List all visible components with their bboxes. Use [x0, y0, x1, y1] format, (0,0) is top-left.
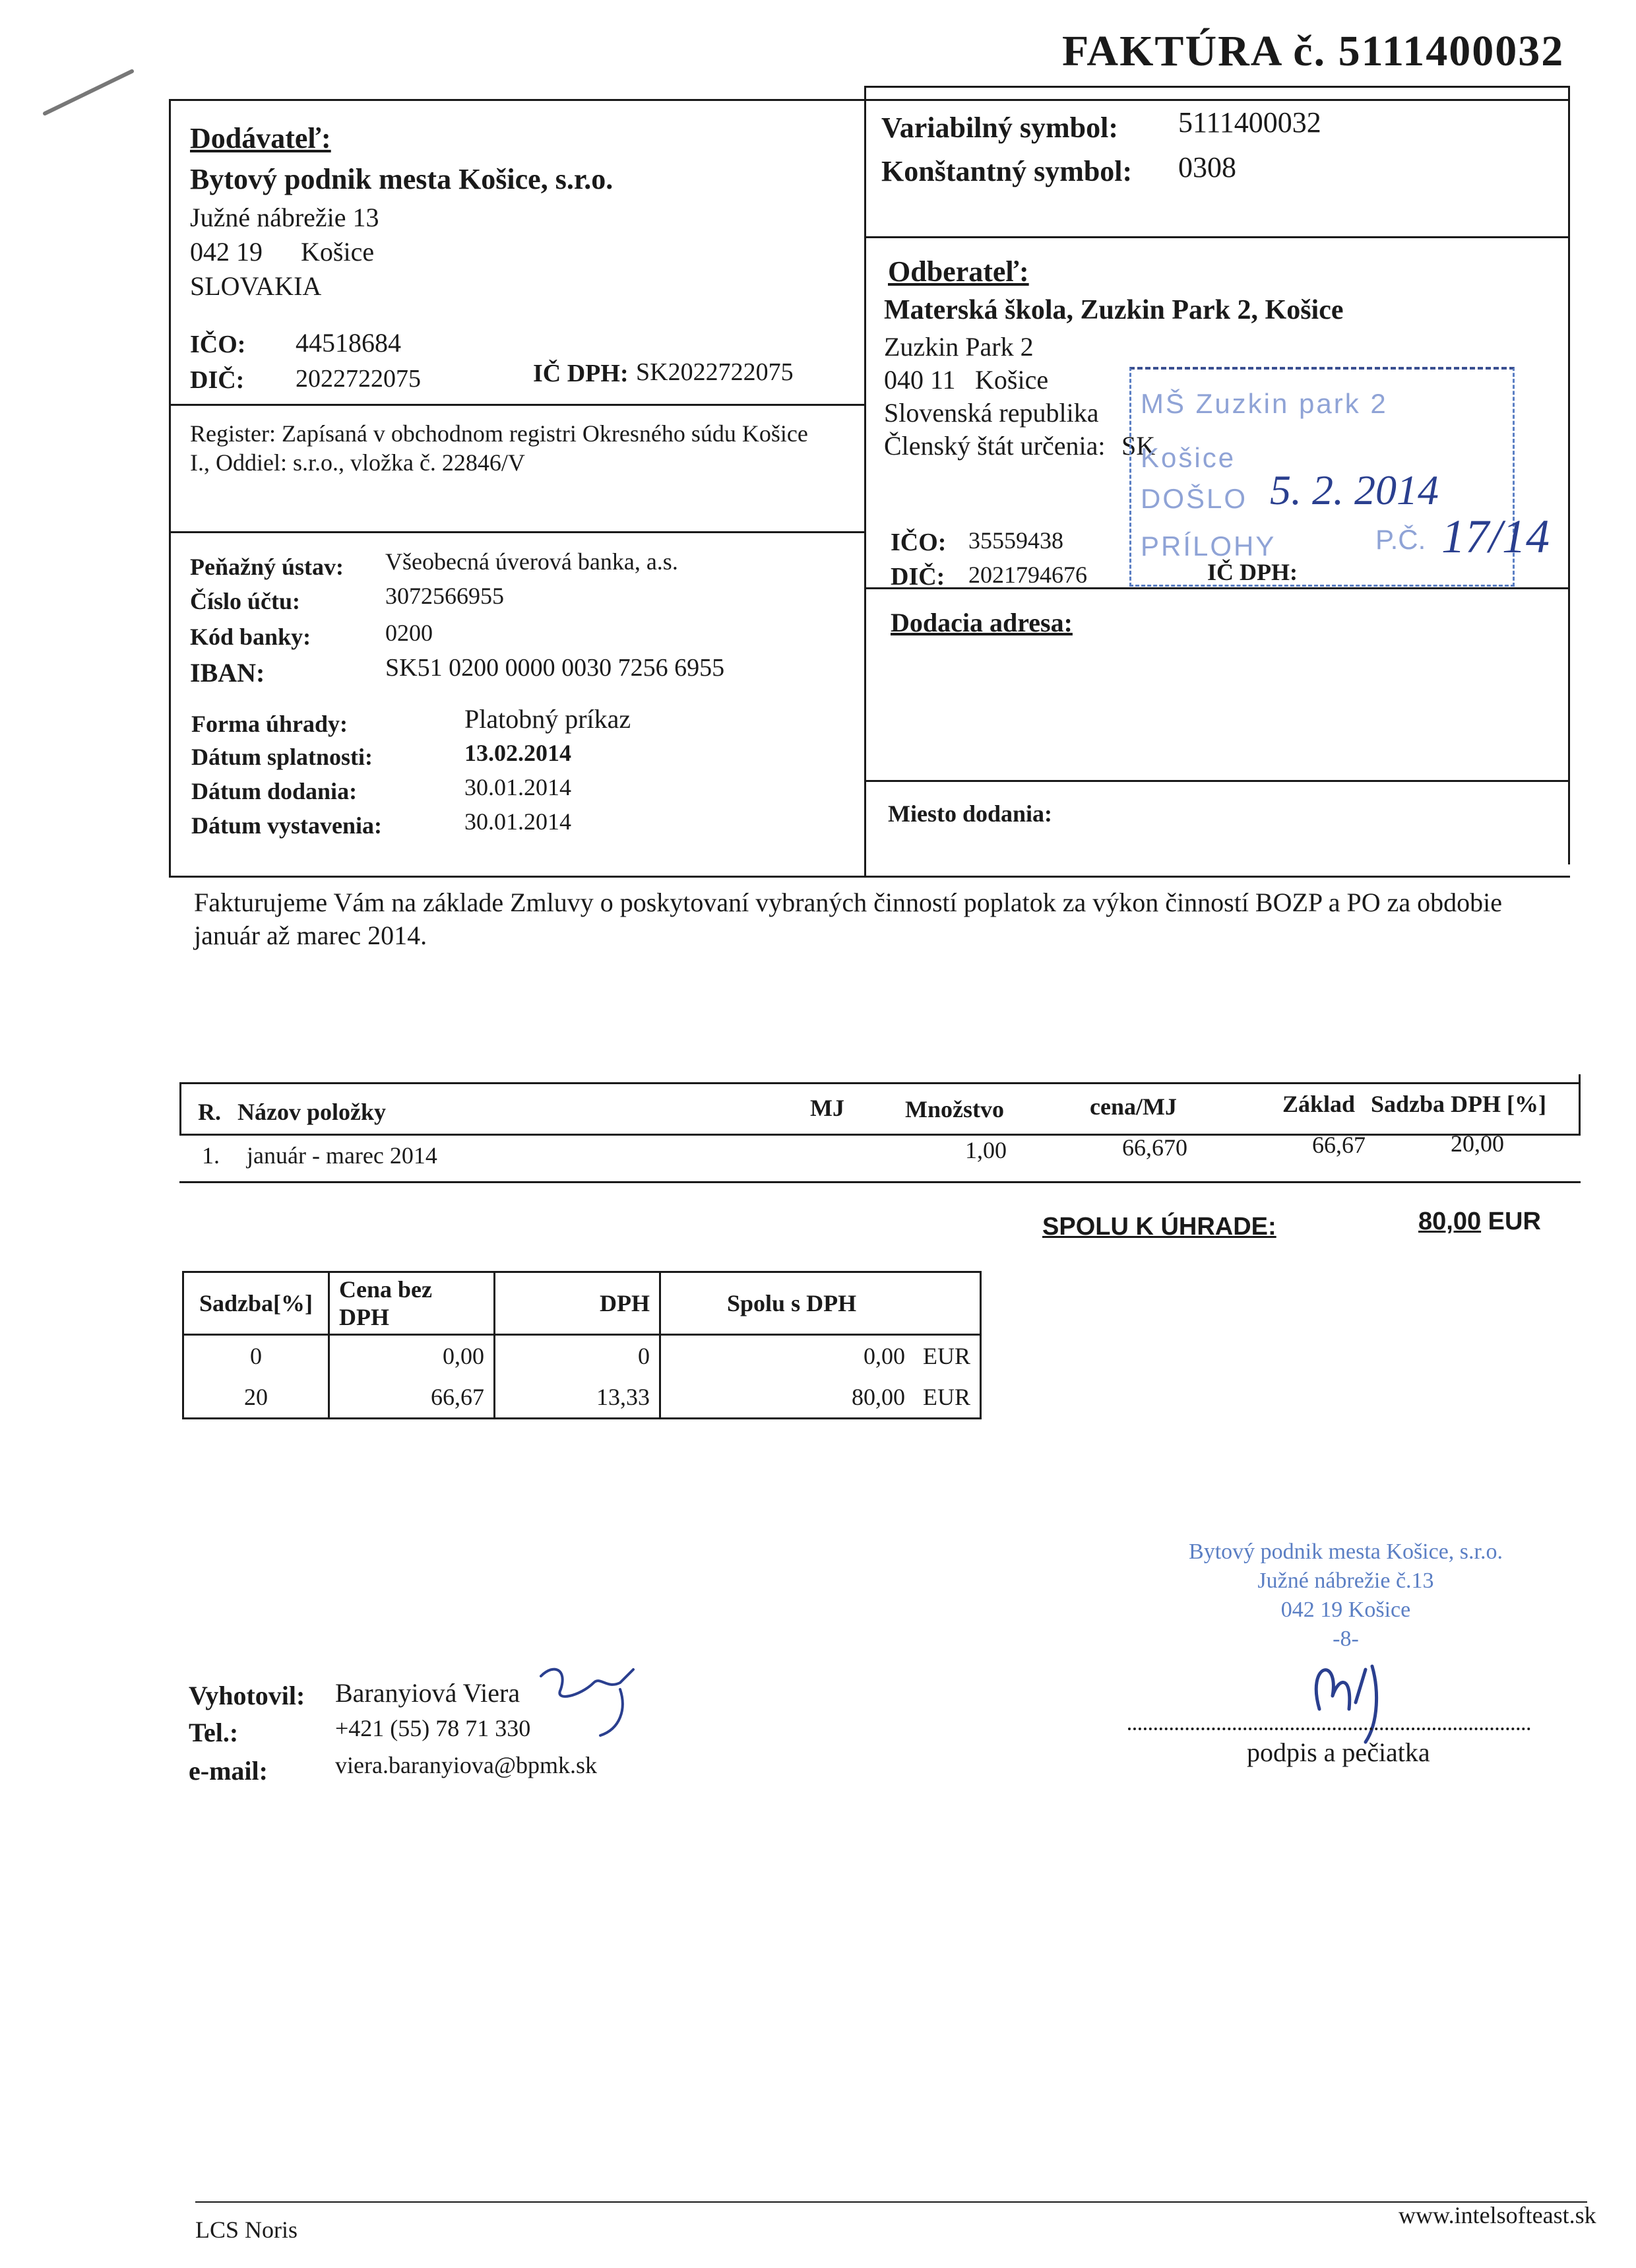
supplier-register-line2: I., Oddiel: s.r.o., vložka č. 22846/V — [190, 449, 525, 476]
total-currency: EUR — [1488, 1208, 1541, 1235]
due-date: 13.02.2014 — [464, 740, 571, 766]
customer-country: Slovenská republika — [884, 398, 1099, 428]
items-header-qty: Množstvo — [905, 1096, 1004, 1122]
prepared-name: Baranyiová Viera — [335, 1678, 520, 1708]
customer-dic: 2021794676 — [968, 562, 1087, 588]
supplier-city: Košice — [301, 237, 375, 267]
vat-header-rate: Sadzba[%] — [183, 1272, 329, 1335]
bank-name: Všeobecná úverová banka, a.s. — [385, 548, 678, 575]
invoice-title: FAKTÚRA č. 5111400032 — [1062, 27, 1565, 75]
tel-label: Tel.: — [189, 1718, 239, 1747]
bank-code-label: Kód banky: — [190, 624, 311, 650]
signature-label: podpis a pečiatka — [1247, 1737, 1430, 1767]
received-stamp-line1: MŠ Zuzkin park 2 — [1141, 388, 1388, 419]
supplier-heading: Dodávateľ: — [190, 122, 331, 154]
vat-net: 66,67 — [329, 1377, 495, 1419]
footer-divider — [195, 2201, 1587, 2203]
supplier-country: SLOVAKIA — [190, 271, 322, 301]
vat-summary-table — [182, 1271, 982, 1419]
vat-net: 0,00 — [329, 1335, 495, 1377]
account-label: Číslo účtu: — [190, 588, 301, 614]
supplier-register-line1: Register: Zapísaná v obchodnom registri Okresného súdu Košice — [190, 420, 808, 447]
item-vat-rate: 20,00 — [1451, 1130, 1504, 1157]
received-date-handwritten: 5. 2. 2014 — [1270, 467, 1439, 513]
item-price: 66,670 — [1122, 1134, 1187, 1161]
supplier-ico: 44518684 — [296, 328, 401, 358]
company-stamp-line3: 042 19 Košice — [1280, 1598, 1411, 1622]
iban-label: IBAN: — [190, 658, 265, 688]
company-stamp-line1: Bytový podnik mesta Košice, s.r.o. — [1189, 1539, 1503, 1564]
bank-code: 0200 — [385, 620, 433, 646]
customer-city: Košice — [975, 365, 1049, 395]
delivery-date-label: Dátum dodania: — [191, 778, 358, 804]
customer-name: Materská škola, Zuzkin Park 2, Košice — [884, 295, 1344, 325]
items-header-name: Názov položky — [237, 1099, 386, 1125]
supplier-dic: 2022722075 — [296, 365, 421, 393]
customer-dic-label: DIČ: — [891, 563, 945, 591]
signature-dotted-line — [1128, 1728, 1530, 1730]
footer-left: LCS Noris — [195, 2217, 298, 2243]
item-name: január - marec 2014 — [247, 1142, 437, 1169]
intro-line1: Fakturujeme Vám na základe Zmluvy o poskytovaní vybraných činností poplatok za výkon činností BOZP a PO za obdobie — [194, 888, 1502, 917]
customer-heading: Odberateľ: — [888, 255, 1029, 288]
total-label: SPOLU K ÚHRADE: — [1042, 1213, 1276, 1241]
customer-street: Zuzkin Park 2 — [884, 332, 1034, 362]
received-stamp-line4: PRÍLOHY — [1141, 531, 1276, 562]
variable-symbol: 5111400032 — [1178, 106, 1321, 139]
items-header-nr: R. — [198, 1099, 221, 1125]
issue-date-label: Dátum vystavenia: — [191, 812, 382, 839]
total-amount-group — [1418, 1208, 1541, 1236]
customer-icdph-label: IČ DPH: — [1207, 559, 1298, 585]
vat-header-net: Cena bez DPH — [329, 1272, 495, 1335]
member-state-label: Členský štát určenia: — [884, 431, 1106, 461]
payment-method-label: Forma úhrady: — [191, 711, 348, 737]
received-stamp — [1129, 367, 1550, 587]
tel-value: +421 (55) 78 71 330 — [335, 1715, 531, 1741]
vat-header-gross: Spolu s DPH — [660, 1272, 981, 1335]
vat-gross-cell — [660, 1335, 981, 1377]
member-state: SK — [1121, 431, 1156, 461]
customer-ico: 35559438 — [968, 527, 1063, 554]
company-stamp — [1148, 1538, 1544, 1654]
company-stamp-line4: -8- — [1333, 1627, 1359, 1651]
vat-gross: 0,00 — [864, 1343, 905, 1369]
table-row — [183, 1377, 981, 1419]
company-stamp-line2: Južné nábrežie č.13 — [1257, 1569, 1434, 1593]
director-signature — [1293, 1650, 1405, 1749]
vat-currency: EUR — [923, 1343, 970, 1369]
items-header-vat-rate: Sadzba DPH [%] — [1371, 1091, 1547, 1117]
vat-currency: EUR — [923, 1384, 970, 1410]
received-number-handwritten: 17/14 — [1441, 510, 1550, 563]
item-nr: 1. — [202, 1142, 220, 1169]
vat-amount: 13,33 — [495, 1377, 660, 1419]
variable-symbol-label: Variabilný symbol: — [881, 112, 1119, 144]
vat-amount: 0 — [495, 1335, 660, 1377]
account-number: 3072566955 — [385, 583, 504, 609]
iban-value: SK51 0200 0000 0030 7256 6955 — [385, 654, 725, 682]
vat-gross-cell — [660, 1377, 981, 1419]
supplier-icdph: SK2022722075 — [636, 358, 794, 386]
delivery-place-label: Miesto dodania: — [888, 800, 1053, 827]
vat-rate: 0 — [183, 1335, 329, 1377]
received-stamp-line3: DOŠLO — [1141, 483, 1248, 514]
supplier-zip: 042 19 — [190, 237, 263, 267]
constant-symbol: 0308 — [1178, 151, 1236, 183]
constant-symbol-label: Konštantný symbol: — [881, 155, 1133, 187]
intro-line2: január až marec 2014. — [194, 921, 427, 950]
vat-header-vat: DPH — [495, 1272, 660, 1335]
vat-rate: 20 — [183, 1377, 329, 1419]
customer-zip: 040 11 — [884, 365, 956, 395]
customer-ico-label: IČO: — [891, 529, 947, 556]
items-header-price: cena/MJ — [1090, 1093, 1177, 1120]
items-header-base: Základ — [1282, 1091, 1356, 1117]
item-base: 66,67 — [1312, 1132, 1366, 1158]
due-date-label: Dátum splatnosti: — [191, 744, 373, 770]
delivery-address-label: Dodacia adresa: — [891, 608, 1073, 637]
table-row — [183, 1335, 981, 1377]
vat-gross: 80,00 — [852, 1384, 905, 1410]
supplier-ico-label: IČO: — [190, 331, 246, 358]
issue-date: 30.01.2014 — [464, 808, 571, 835]
prepared-signature — [528, 1650, 646, 1749]
supplier-street: Južné nábrežie 13 — [190, 203, 379, 232]
staple-mark — [40, 66, 139, 119]
received-stamp-pc: P.Č. — [1375, 524, 1426, 555]
email-value: viera.baranyiova@bpmk.sk — [335, 1752, 598, 1778]
total-amount: 80,00 — [1418, 1208, 1482, 1235]
supplier-icdph-label: IČ DPH: — [533, 360, 629, 387]
supplier-name: Bytový podnik mesta Košice, s.r.o. — [190, 163, 614, 195]
bank-label: Peňažný ústav: — [190, 554, 344, 580]
items-header-unit: MJ — [810, 1095, 844, 1121]
payment-method: Platobný príkaz — [464, 704, 631, 734]
supplier-dic-label: DIČ: — [190, 366, 245, 394]
footer-right: www.intelsofteast.sk — [1399, 2202, 1596, 2228]
delivery-date: 30.01.2014 — [464, 774, 571, 800]
item-qty: 1,00 — [965, 1137, 1007, 1163]
received-stamp-line2: Košice — [1141, 442, 1236, 473]
prepared-label: Vyhotovil: — [189, 1681, 305, 1710]
email-label: e-mail: — [189, 1756, 268, 1786]
